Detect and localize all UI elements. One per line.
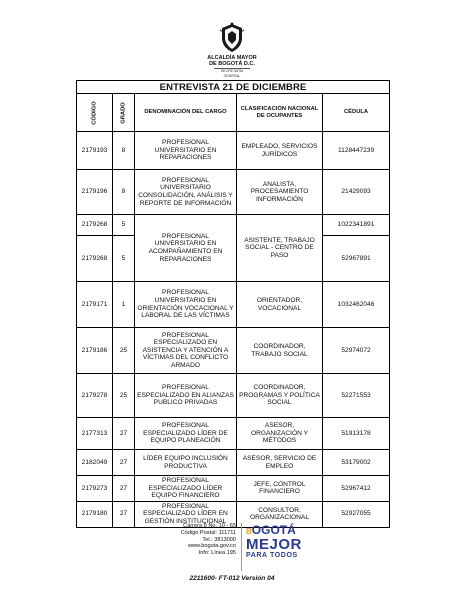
table-row <box>77 282 390 328</box>
table-row <box>77 418 390 450</box>
cell-cedula: 1022341891 <box>323 215 390 236</box>
table-row <box>77 215 390 236</box>
cell-cedula: 52271553 <box>323 374 390 418</box>
cell-clasificacion: EMPLEADO, SERVICIOS JURÍDICOS <box>237 132 323 170</box>
cell-codigo: 2177313 <box>77 418 113 450</box>
footer-divider <box>241 523 242 571</box>
cell-cedula: 53179002 <box>323 450 390 476</box>
table-row <box>77 450 390 476</box>
cell-codigo: 2179273 <box>77 476 113 502</box>
cell-codigo: 2179171 <box>77 282 113 328</box>
header-clasificacion: CLASIFICACIÓN NACIONAL DE OCUPANTES <box>237 94 323 132</box>
cell-cedula: 1128447239 <box>323 132 390 170</box>
cell-denominacion: PROFESIONAL UNIVERSITARIO EN REPARACIONES <box>135 132 237 170</box>
cell-grado: 1 <box>113 282 135 328</box>
bogota-mejor-logo <box>246 524 326 560</box>
header-grado: GRADO <box>113 94 135 132</box>
cell-clasificacion: ANALISTA, PROCESAMIENTO INFORMACIÓN <box>237 170 323 215</box>
cell-codigo: 2179196 <box>77 170 113 215</box>
cell-denominacion: PROFESIONAL UNIVERSITARIO EN ACOMPAÑAMIENTO EN REPARACIONES <box>135 215 237 282</box>
bogota-coat-of-arms-icon <box>219 22 245 54</box>
footer-address <box>152 523 236 557</box>
cell-clasificacion: COORDINADOR, TRABAJO SOCIAL <box>237 328 323 374</box>
table-header-row <box>77 94 390 132</box>
header-denominacion: DENOMINACIÓN DEL CARGO <box>135 94 237 132</box>
cell-cedula: 51913178 <box>323 418 390 450</box>
header-line-1: ALCALDÍA MAYOR <box>207 55 257 61</box>
cell-clasificacion: JEFE, CONTROL FINANCIERO <box>237 476 323 502</box>
header-line-3: SECRETARÍA GENERAL <box>214 68 250 79</box>
cell-cedula: 1032462046 <box>323 282 390 328</box>
cell-codigo: 2179268 <box>77 236 113 282</box>
table-row <box>77 132 390 170</box>
cell-grado: 25 <box>113 328 135 374</box>
cell-clasificacion: CONSULTOR, ORGANIZACIONAL <box>237 501 323 527</box>
cell-grado: 5 <box>113 215 135 236</box>
header-line-2: DE BOGOTÁ D.C. <box>209 61 255 67</box>
cell-codigo: 2179193 <box>77 132 113 170</box>
letterhead <box>0 22 464 79</box>
cell-grado: 27 <box>113 501 135 527</box>
cell-codigo: 2179180 <box>77 501 113 527</box>
cell-codigo: 2179268 <box>77 215 113 236</box>
cell-cedula: 52967891 <box>323 236 390 282</box>
phone-line: Tel.: 3813000 <box>202 536 236 543</box>
header-codigo: CÓDIGO <box>77 94 113 132</box>
cell-codigo: 2182049 <box>77 450 113 476</box>
table-row <box>77 476 390 502</box>
table-row <box>77 170 390 215</box>
cell-denominacion: PROFESIONAL ESPECIALIZADO LÍDER EQUIPO FINANCIERO <box>135 476 237 502</box>
logo-line-2: MEJOR <box>246 536 302 553</box>
cell-grado: 25 <box>113 374 135 418</box>
info-line: Info: Línea 195 <box>198 550 236 557</box>
cell-clasificacion: ASESOR, ORGANIZACIÓN Y MÉTODOS <box>237 418 323 450</box>
cell-denominacion: PROFESIONAL ESPECIALIZADO LÍDER EN GESTIÓN INSTITUCIONAL <box>135 501 237 527</box>
form-code: 2211600- FT-012 Versión 04 <box>189 575 275 582</box>
cell-clasificacion: ASESOR, SERVICIO DE EMPLEO <box>237 450 323 476</box>
cell-clasificacion: ORIENTADOR, VOCACIONAL <box>237 282 323 328</box>
cell-cedula: 52974072 <box>323 328 390 374</box>
cell-denominacion: PROFESIONAL ESPECIALIZADO EN ALIANZAS PUBLICO PRIVADAS <box>135 374 237 418</box>
header-cedula: CÉDULA <box>323 94 390 132</box>
postal-code-line: Código Postal: 111711 <box>180 529 236 536</box>
cell-grado: 5 <box>113 236 135 282</box>
table-row <box>77 374 390 418</box>
cell-cedula: 52927055 <box>323 501 390 527</box>
cell-clasificacion: ASISTENTE, TRABAJO SOCIAL - CENTRO DE PASO <box>237 215 323 282</box>
cell-codigo: 2179186 <box>77 328 113 374</box>
cell-denominacion: PROFESIONAL ESPECIALIZADO EN ASISTENCIA Y ATENCIÓN A VÍCTIMAS DEL CONFLICTO ARMADO <box>135 328 237 374</box>
address-line: Carrera 8 No. 10 - 65 <box>183 523 236 529</box>
cell-denominacion: PROFESIONAL UNIVERSITARIO CONSOLIDACIÓN, ANÁLISIS Y REPORTE DE INFORMACIÓN <box>135 170 237 215</box>
cell-denominacion: PROFESIONAL UNIVERSITARIO EN ORIENTACIÓN VOCACIONAL Y LABORAL DE LAS VÍCTIMAS <box>135 282 237 328</box>
website-line: www.bogota.gov.co <box>187 543 236 550</box>
cell-grado: 27 <box>113 476 135 502</box>
cell-grado: 27 <box>113 418 135 450</box>
cell-denominacion: PROFESIONAL ESPECIALIZADO LÍDER DE EQUIPO PLANEACIÓN <box>135 418 237 450</box>
cell-denominacion: LÍDER EQUIPO INCLUSIÓN PRODUCTIVA <box>135 450 237 476</box>
interview-table <box>76 80 390 528</box>
logo-prefix: B <box>246 527 252 536</box>
cell-cedula: 21429093 <box>323 170 390 215</box>
logo-line-3: PARA TODOS <box>246 552 298 559</box>
table-title: ENTREVISTA 21 DE DICIEMBRE <box>77 81 390 94</box>
logo-name: OGOTÁ <box>251 523 296 537</box>
table-row <box>77 328 390 374</box>
cell-codigo: 2179278 <box>77 374 113 418</box>
cell-grado: 27 <box>113 450 135 476</box>
cell-clasificacion: COORDINADOR, PROGRAMAS Y POLÍTICA SOCIAL <box>237 374 323 418</box>
cell-cedula: 52967412 <box>323 476 390 502</box>
cell-grado: 8 <box>113 170 135 215</box>
cell-grado: 8 <box>113 132 135 170</box>
